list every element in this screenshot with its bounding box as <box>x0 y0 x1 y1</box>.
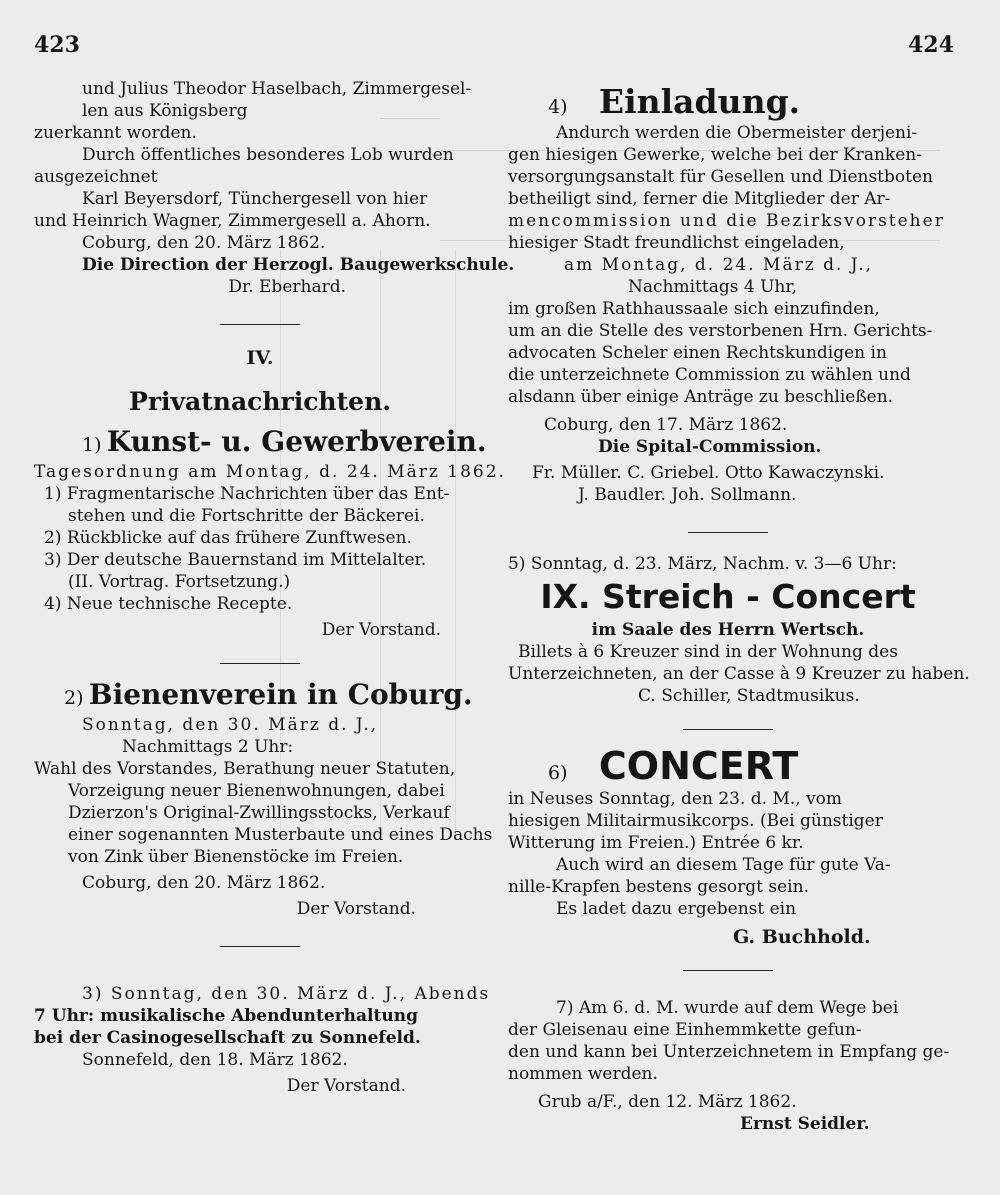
text-line: hiesiger Stadt freundlichst eingeladen, <box>508 233 845 253</box>
text-line: betheiligt sind, ferner die Mitglieder der Ar- <box>508 189 891 209</box>
signer-name: Dr. Eberhard. <box>228 277 346 297</box>
text-line: mencommission und die Bezirksvorsteher <box>508 211 945 231</box>
text-line: Auch wird an diesem Tage für gute Va- <box>556 855 891 875</box>
signer-line: C. Schiller, Stadtmusikus. <box>638 686 860 706</box>
text-line: Es ladet dazu ergebenst ein <box>556 899 797 919</box>
text-line: zuerkannt worden. <box>34 123 197 143</box>
text-line: und Julius Theodor Haselbach, Zimmergesel- <box>82 79 472 99</box>
notice-streichconcert <box>508 553 970 707</box>
text-line: um an die Stelle des verstorbenen Hrn. Gerichts- <box>508 321 933 341</box>
text-line: im großen Rathhaussaale sich einzufinden, <box>508 299 880 319</box>
divider <box>688 532 768 533</box>
text-line: und Heinrich Wagner, Zimmergesell a. Ahorn. <box>34 211 431 231</box>
text-line: bei der Casinogesellschaft zu Sonnefeld. <box>34 1028 421 1048</box>
text-line: Andurch werden die Obermeister derjeni- <box>556 123 918 143</box>
text-line: Wahl des Vorstandes, Berathung neuer Statuten, <box>34 759 456 779</box>
date-line: Grub a/F., den 12. März 1862. <box>538 1092 797 1112</box>
names-line: Fr. Müller. C. Griebel. Otto Kawaczynski. <box>532 463 885 483</box>
signer-line: Die Spital-Commission. <box>598 437 822 457</box>
text-line: Billets à 6 Kreuzer sind in der Wohnung des <box>518 642 898 662</box>
text-line: von Zink über Bienenstöcke im Freien. <box>68 847 404 867</box>
text-line: 7 Uhr: musikalische Abendunterhaltung <box>34 1006 418 1026</box>
text-line: 7) Am 6. d. M. wurde auf dem Wege bei <box>556 998 899 1018</box>
divider <box>220 663 300 664</box>
notice-title: Kunst- u. Gewerbverein. <box>106 425 487 458</box>
date-line: Sonnefeld, den 18. März 1862. <box>82 1050 348 1070</box>
text-line: die unterzeichnete Commission zu wählen und <box>508 365 911 385</box>
right-column <box>508 82 970 1135</box>
text-line: nille-Krapfen bestens gesorgt sein. <box>508 877 809 897</box>
date-line: am Montag, d. 24. März d. J., <box>564 255 874 275</box>
divider <box>683 729 773 730</box>
item-number: 4) <box>548 96 568 118</box>
notice-bienenverein <box>34 678 493 920</box>
text-line: hiesigen Militairmusikcorps. (Bei günstiger <box>508 811 883 831</box>
notice-kunstverein <box>34 425 506 641</box>
notice-concert-neuses <box>508 744 948 948</box>
text-line: einer sogenannten Musterbaute und eines Dachs <box>68 825 493 845</box>
text-line: advocaten Scheler einen Rechtskundigen in <box>508 343 887 363</box>
text-line: Dzierzon's Original-Zwillingsstocks, Verkauf <box>68 803 450 823</box>
text-line: 5) Sonntag, d. 23. März, Nachm. v. 3—6 Uhr: <box>508 554 897 574</box>
list-item: stehen und die Fortschritte der Bäckerei. <box>68 506 425 526</box>
item-number: 2) <box>64 687 84 709</box>
notice-einladung <box>508 82 948 506</box>
left-column <box>34 78 515 1097</box>
date-line: Coburg, den 17. März 1862. <box>544 415 788 435</box>
item-number: 6) <box>548 762 568 784</box>
notice-einhemmkette <box>508 997 948 1135</box>
text-line: in Neuses Sonntag, den 23. d. M., vom <box>508 789 843 809</box>
item-number: 1) <box>82 434 102 456</box>
date-line: Coburg, den 20. März 1862. <box>82 873 326 893</box>
notice-title: Bienenverein in Coburg. <box>88 678 473 711</box>
text-line: len aus Königsberg <box>82 101 248 121</box>
divider <box>220 946 300 947</box>
signer-line: G. Buchhold. <box>733 926 871 948</box>
text-line: der Gleisenau eine Einhemmkette gefun- <box>508 1020 862 1040</box>
divider <box>683 970 773 971</box>
page-number-left: 423 <box>34 32 80 58</box>
text-line: Karl Beyersdorf, Tünchergesell von hier <box>82 189 428 209</box>
place-line: im Saale des Herrn Wertsch. <box>591 620 865 640</box>
text-line: nommen werden. <box>508 1064 658 1084</box>
list-item: 1) Fragmentarische Nachrichten über das Ent- <box>44 484 450 504</box>
notice-title: CONCERT <box>598 744 799 788</box>
names-line: J. Baudler. Joh. Sollmann. <box>578 485 797 505</box>
text-line: Unterzeichneten, an der Casse à 9 Kreuzer zu haben. <box>508 664 970 684</box>
list-item: 4) Neue technische Recepte. <box>44 594 293 614</box>
section-number: IV. <box>246 347 274 369</box>
signer-line: Der Vorstand. <box>321 620 441 640</box>
page-number-right: 424 <box>908 32 954 58</box>
date-line: Coburg, den 20. März 1862. <box>82 233 326 253</box>
time-line: Nachmittags 4 Uhr, <box>628 277 798 297</box>
text-line: ausgezeichnet <box>34 167 158 187</box>
agenda-line: Tagesordnung am Montag, d. 24. März 1862. <box>34 462 506 482</box>
date-line: Sonntag, den 30. März d. J., <box>82 715 379 735</box>
list-item: 3) Der deutsche Bauernstand im Mittelalter. <box>44 550 427 570</box>
notice-title: Einladung. <box>598 82 801 121</box>
signer-line: Der Vorstand. <box>296 899 416 919</box>
divider <box>220 324 300 325</box>
notice-title: IX. Streich - Concert <box>540 577 916 616</box>
text-line: Witterung im Freien.) Entrée 6 kr. <box>508 833 804 853</box>
text-line: alsdann über einige Anträge zu beschließen. <box>508 387 894 407</box>
list-item: (II. Vortrag. Fortsetzung.) <box>68 572 291 592</box>
text-line: 3) Sonntag, den 30. März d. J., Abends <box>82 984 491 1004</box>
signer-line: Die Direction der Herzogl. Baugewerkschule. <box>82 255 515 275</box>
time-line: Nachmittags 2 Uhr: <box>122 737 294 757</box>
section-title: Privatnachrichten. <box>129 387 391 416</box>
text-line: versorgungsanstalt für Gesellen und Dienstboten <box>508 167 933 187</box>
text-line: Durch öffentliches besonderes Lob wurden <box>82 145 454 165</box>
text-line: Vorzeigung neuer Bienenwohnungen, dabei <box>68 781 445 801</box>
text-line: gen hiesigen Gewerke, welche bei der Kranken- <box>508 145 922 165</box>
text-line: den und kann bei Unterzeichnetem in Empfang ge- <box>508 1042 950 1062</box>
notice-sonnefeld <box>34 983 491 1097</box>
list-item: 2) Rückblicke auf das frühere Zunftwesen. <box>44 528 412 548</box>
signer-line: Der Vorstand. <box>286 1076 406 1096</box>
signer-line: Ernst Seidler. <box>740 1114 870 1134</box>
